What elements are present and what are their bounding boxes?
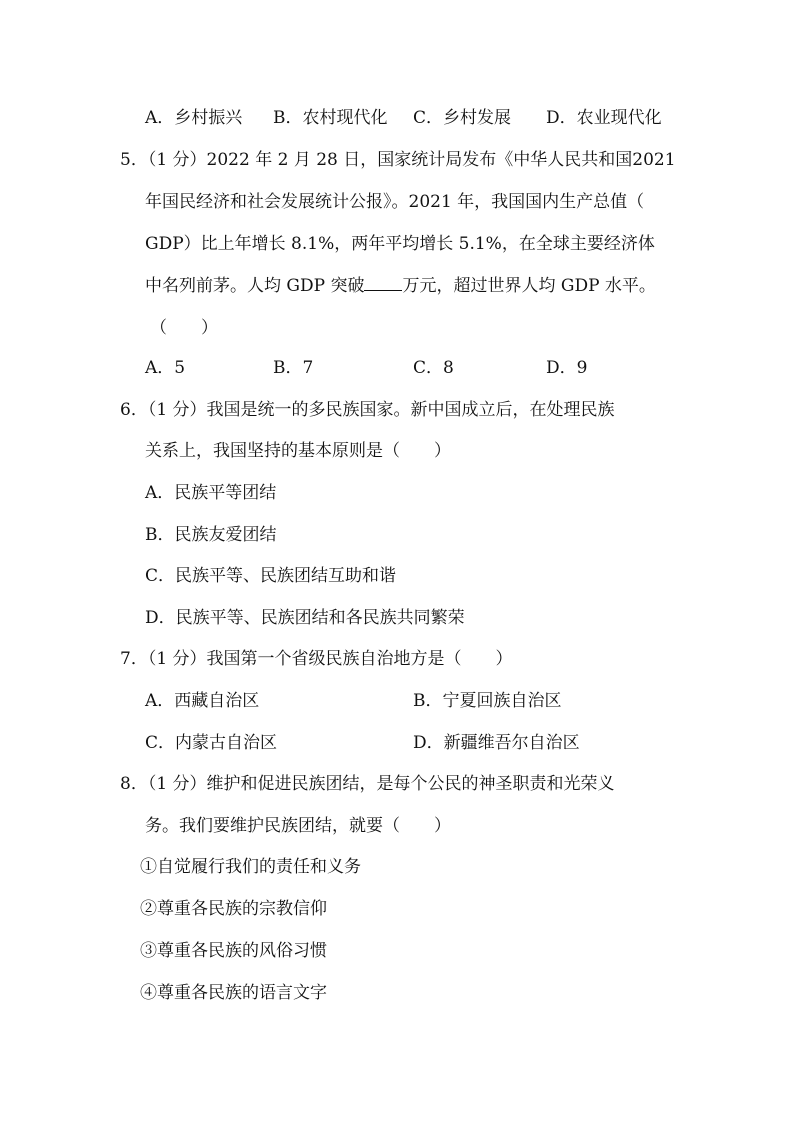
q7-stem-line1: 7．（1 分）我国第一个省级民族自治地方是（ ） [120,649,513,669]
q7-option-a: A．西藏自治区 [145,691,260,711]
q4-option-b: B．农村现代化 [273,108,388,128]
answer-blank [364,276,402,291]
q5-option-b: B．7 [273,358,314,378]
q7-option-d: D．新疆维吾尔自治区 [413,733,580,753]
q4-option-d: D．农业现代化 [546,108,662,128]
q5-stem-line4 [145,276,656,296]
q8-item-1: ①自觉履行我们的责任和义务 [140,857,361,877]
q5-option-d: D．9 [546,358,588,378]
q5-option-a: A．5 [145,358,186,378]
q6-stem-line1: 6．（1 分）我国是统一的多民族国家。新中国成立后，在处理民族 [120,400,615,420]
q8-item-3: ③尊重各民族的风俗习惯 [140,941,327,961]
q5-stem-line2: 年国民经济和社会发展统计公报》。2021 年，我国国内生产总值（ [145,192,645,212]
q5-option-c: C．8 [413,358,454,378]
q6-option-a: A．民族平等团结 [145,483,277,503]
q6-stem-line2: 关系上，我国坚持的基本原则是（ ） [145,441,451,461]
q5-stem-line3: GDP）比上年增长 8.1%，两年平均增长 5.1%，在全球主要经济体 [145,234,655,254]
q7-option-c: C．内蒙古自治区 [145,733,278,753]
q5-stem-line4-before: 中名列前茅。人均 GDP 突破 [145,276,365,296]
q8-stem-line1: 8．（1 分）维护和促进民族团结，是每个公民的神圣职责和光荣义 [120,774,615,794]
q6-option-b: B．民族友爱团结 [145,525,277,545]
q4-option-a: A．乡村振兴 [145,108,243,128]
q6-option-c: C．民族平等、民族团结互助和谐 [145,566,397,586]
q8-stem-line2: 务。我们要维护民族团结，就要（ ） [145,816,451,836]
q7-option-b: B．宁夏回族自治区 [413,691,562,711]
q8-item-4: ④尊重各民族的语言文字 [140,983,327,1003]
q5-stem-line1: 5．（1 分）2022 年 2 月 28 日，国家统计局发布《中华人民共和国2021 [120,150,676,170]
q8-item-2: ②尊重各民族的宗教信仰 [140,899,327,919]
q5-answer-parens: （ ） [150,318,218,338]
q5-stem-line4-after: 万元，超过世界人均 GDP 水平。 [402,276,656,296]
q6-option-d: D．民族平等、民族团结和各民族共同繁荣 [145,608,465,628]
q4-option-c: C．乡村发展 [413,108,512,128]
